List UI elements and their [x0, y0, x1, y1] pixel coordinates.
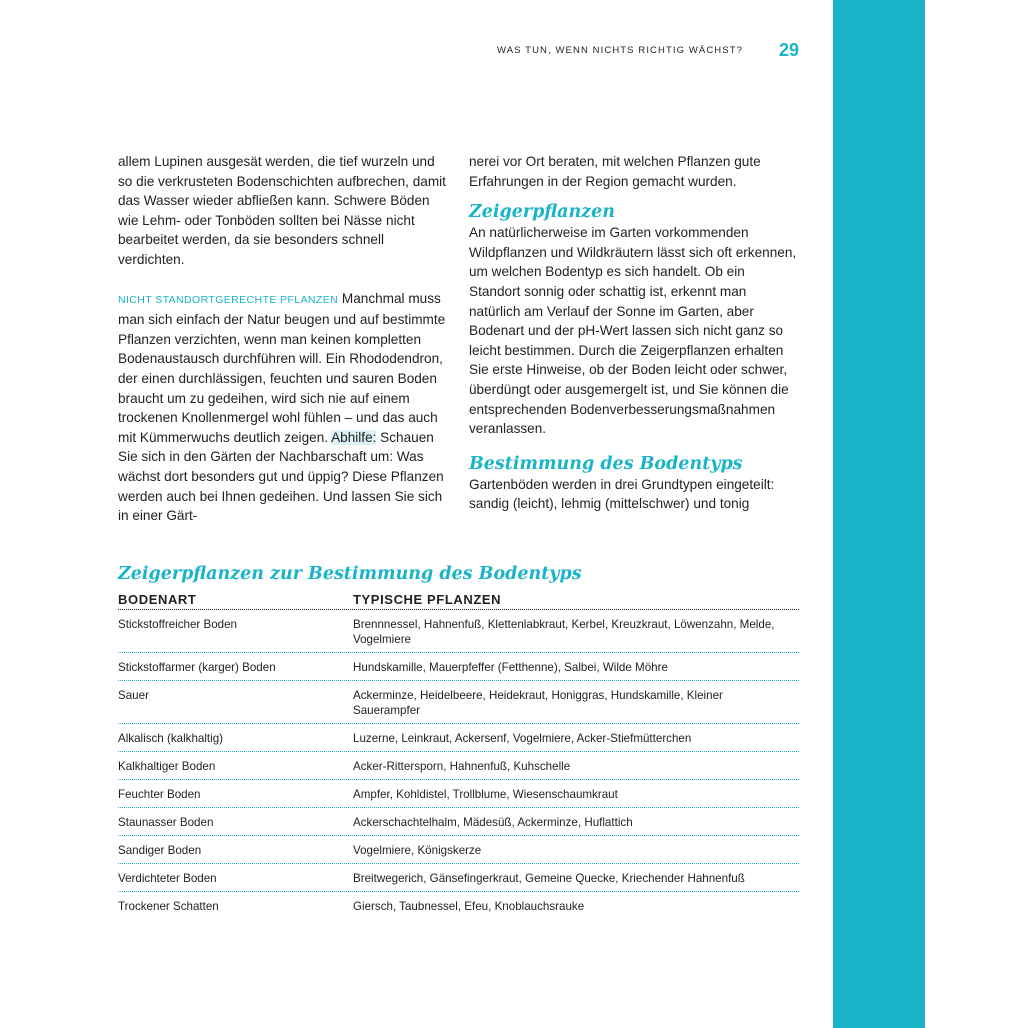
column-header-bodenart: BODENART	[118, 592, 197, 607]
cell-bodenart: Stickstoffreicher Boden	[118, 618, 238, 631]
cell-pflanzen: Hundskamille, Mauerpfeffer (Fetthenne), Salbei, Wilde Möhre	[353, 661, 668, 674]
cell-bodenart: Sandiger Boden	[118, 844, 202, 857]
indicator-plants-table	[118, 592, 799, 919]
highlight-abhilfe: Abhilfe:	[331, 429, 377, 445]
column-header-pflanzen: TYPISCHE PFLANZEN	[353, 592, 502, 607]
table-header	[118, 592, 799, 610]
cell-bodenart: Verdichteter Boden	[118, 872, 217, 885]
cell-bodenart: Sauer	[118, 689, 149, 702]
cell-pflanzen: Breitwegerich, Gänsefingerkraut, Gemeine Quecke, Kriechender Hahnenfuß	[353, 872, 745, 885]
cell-pflanzen: Ackerminze, Heidelbeere, Heidekraut, Honiggras, Hundskamille, Kleiner Sauerampfer	[353, 689, 723, 717]
table-row	[118, 681, 799, 724]
table-row	[118, 864, 799, 892]
table-row	[118, 610, 799, 653]
cell-bodenart: Alkalisch (kalkhaltig)	[118, 732, 224, 745]
cell-pflanzen: Ackerschachtelhalm, Mädesüß, Ackerminze, Huflattich	[353, 816, 633, 829]
runin-label: NICHT STANDORTGERECHTE PFLANZEN	[118, 293, 339, 306]
table-row	[118, 780, 799, 808]
cell-pflanzen: Ampfer, Kohldistel, Trollblume, Wiesenschaumkraut	[353, 788, 618, 801]
cell-pflanzen: Giersch, Taubnessel, Efeu, Knoblauchsrauke	[353, 900, 585, 913]
cell-bodenart: Stickstoffarmer (karger) Boden	[118, 661, 276, 674]
cell-pflanzen: Brennnessel, Hahnenfuß, Klettenlabkraut, Kerbel, Kreuzkraut, Löwenzahn, Melde, Vogelmiere	[353, 618, 775, 646]
paragraph-text-end: Schauen Sie sich in den Gärten der Nachbarschaft um: Was wächst dort besonders gut und üppig? Diese Pflanzen werden auch bei Ihnen gedeihen. Und lassen Sie sich in einer Gärt-	[118, 429, 444, 524]
cell-bodenart: Staunasser Boden	[118, 816, 214, 829]
table-row	[118, 836, 799, 864]
left-column	[118, 152, 448, 526]
cell-bodenart: Trockener Schatten	[118, 900, 219, 913]
running-head: WAS TUN, WENN NICHTS RICHTIG WÄCHST?	[497, 45, 743, 56]
table-row	[118, 808, 799, 836]
heading-bestimmung: Bestimmung des Bodentyps	[469, 453, 743, 474]
right-column	[469, 152, 799, 514]
cell-bodenart: Kalkhaltiger Boden	[118, 760, 216, 773]
table-row	[118, 653, 799, 681]
cell-pflanzen: Vogelmiere, Königskerze	[353, 844, 482, 857]
table-row	[118, 892, 799, 919]
paragraph: allem Lupinen ausgesät werden, die tief wurzeln und so die verkrusteten Bodenschichten aufbrechen, damit das Wasser wieder abfließen kann. Schwere Böden wie Lehm- oder Tonböden sollten bei Nässe nicht bearbeitet werden, da sie besonders schnell verdichten.	[118, 154, 446, 267]
page-number: 29	[779, 40, 800, 60]
paragraph: nerei vor Ort beraten, mit welchen Pflanzen gute Erfahrungen in der Region gemacht wurden.	[469, 154, 761, 189]
accent-sidebar	[833, 0, 925, 1028]
paragraph-nicht-standortgerecht	[118, 289, 448, 526]
cell-bodenart: Feuchter Boden	[118, 788, 201, 801]
heading-zeigerpflanzen: Zeigerpflanzen	[469, 202, 615, 223]
paragraph: An natürlicherweise im Garten vorkommenden Wildpflanzen und Wildkräutern lässt sich oft erkennen, um welchen Bodentyp es sich handelt. Ob ein Standort sonnig oder schattig ist, erkennt man natürlich am Verlauf der Sonne im Garten, aber Bodenart und der pH-Wert lassen sich nicht ganz so leicht bestimmen. Durch die Zeigerpflanzen erhalten Sie erste Hinweise, ob der Boden leicht oder schwer, überdüngt oder ausgemergelt ist, und Sie können die entsprechenden Bodenverbesserungsmaßnahmen veranlassen.	[469, 225, 797, 437]
table-title: Zeigerpflanzen zur Bestimmung des Bodentyps	[118, 564, 582, 584]
paragraph-text: Manchmal muss man sich einfach der Natur beugen und auf bestimmte Pflanzen verzichten, wenn man keinen kompletten Bodenaustausch durchführen will. Ein Rhododendron, der einen durchlässigen, feuchten und sauren Boden braucht um zu gedeihen, wird sich nie auf einem trockenen Knollenmergel wohl fühlen – und das auch mit Kümmerwuchs deutlich zeigen.	[118, 290, 446, 445]
table-row	[118, 752, 799, 780]
cell-pflanzen: Acker-Rittersporn, Hahnenfuß, Kuhschelle	[353, 760, 571, 773]
table-row	[118, 724, 799, 752]
paragraph: Gartenböden werden in drei Grundtypen eingeteilt: sandig (leicht), lehmig (mittelschwer) und tonig	[469, 476, 775, 512]
cell-pflanzen: Luzerne, Leinkraut, Ackersenf, Vogelmiere, Acker-Stiefmütterchen	[353, 732, 692, 745]
